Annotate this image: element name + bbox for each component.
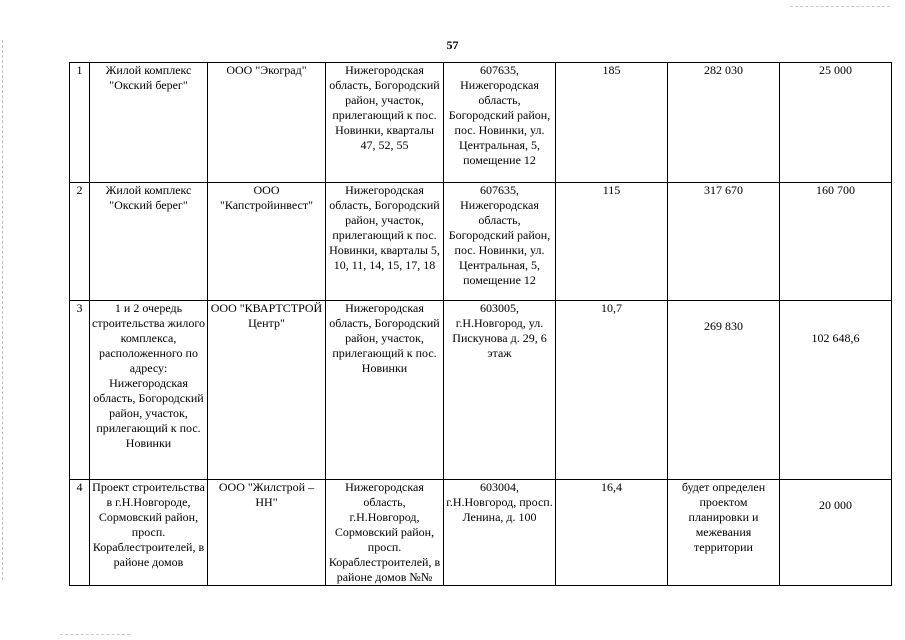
area-value: 185 bbox=[556, 63, 668, 183]
table-row bbox=[70, 63, 892, 183]
developer-address: 603004, г.Н.Новгород, просп. Ленина, д. 100 bbox=[444, 480, 556, 586]
project-location: Нижегородская область, Богородский район, участок, прилегающий к пос. Новинки, кварталы 5, 10, 11, 14, 15, 17, 18 bbox=[326, 183, 444, 301]
total-area-value: будет определен проектом планировки и межевания территории bbox=[668, 480, 780, 586]
developer-address: 607635, Нижегородская область, Богородский район, пос. Новинки, ул. Центральная, 5, помещение 12 bbox=[444, 63, 556, 183]
table-row bbox=[70, 480, 892, 586]
table-row bbox=[70, 183, 892, 301]
total-area-value: 317 670 bbox=[668, 183, 780, 301]
scan-margin-line-top bbox=[790, 6, 890, 7]
area-value: 115 bbox=[556, 183, 668, 301]
row-number: 1 bbox=[70, 63, 90, 183]
living-area-value: 20 000 bbox=[780, 480, 892, 586]
page-number: 57 bbox=[446, 38, 459, 52]
living-area-value: 160 700 bbox=[780, 183, 892, 301]
project-name: Жилой комплекс "Окский берег" bbox=[90, 183, 208, 301]
developer-address: 603005, г.Н.Новгород, ул. Пискунова д. 29, 6 этаж bbox=[444, 301, 556, 480]
total-area-value: 269 830 bbox=[668, 301, 780, 480]
area-value: 10,7 bbox=[556, 301, 668, 480]
project-location: Нижегородская область, Богородский район, участок, прилегающий к пос. Новинки bbox=[326, 301, 444, 480]
developer-name: ООО "Жилстрой – НН" bbox=[208, 480, 326, 586]
developer-name: ООО "КВАРТСТРОЙ Центр" bbox=[208, 301, 326, 480]
project-name: Проект строительства в г.Н.Новгороде, Сормовский район, просп. Кораблестроителей, в районе домов bbox=[90, 480, 208, 586]
project-location: Нижегородская область, Богородский район, участок, прилегающий к пос. Новинки, кварталы 47, 52, 55 bbox=[326, 63, 444, 183]
row-number: 4 bbox=[70, 480, 90, 586]
row-number: 3 bbox=[70, 301, 90, 480]
housing-projects-table bbox=[69, 62, 892, 586]
total-area-value: 282 030 bbox=[668, 63, 780, 183]
project-name: 1 и 2 очередь строительства жилого комплекса, расположенного по адресу: Нижегородская область, Богородский район, участок, прилегающий к пос. Новинки bbox=[90, 301, 208, 480]
scan-margin-line bbox=[2, 40, 3, 580]
project-name: Жилой комплекс "Окский берег" bbox=[90, 63, 208, 183]
developer-address: 607635, Нижегородская область, Богородский район, пос. Новинки, ул. Центральная, 5, помещение 12 bbox=[444, 183, 556, 301]
developer-name: ООО "Капстройинвест" bbox=[208, 183, 326, 301]
table-row bbox=[70, 301, 892, 480]
living-area-value: 25 000 bbox=[780, 63, 892, 183]
area-value: 16,4 bbox=[556, 480, 668, 586]
scan-margin-line-bottom bbox=[60, 634, 130, 635]
developer-name: ООО "Экоград" bbox=[208, 63, 326, 183]
living-area-value: 102 648,6 bbox=[780, 301, 892, 480]
project-location: Нижегородская область, г.Н.Новгород, Сормовский район, просп. Кораблестроителей, в районе домов №№ bbox=[326, 480, 444, 586]
row-number: 2 bbox=[70, 183, 90, 301]
